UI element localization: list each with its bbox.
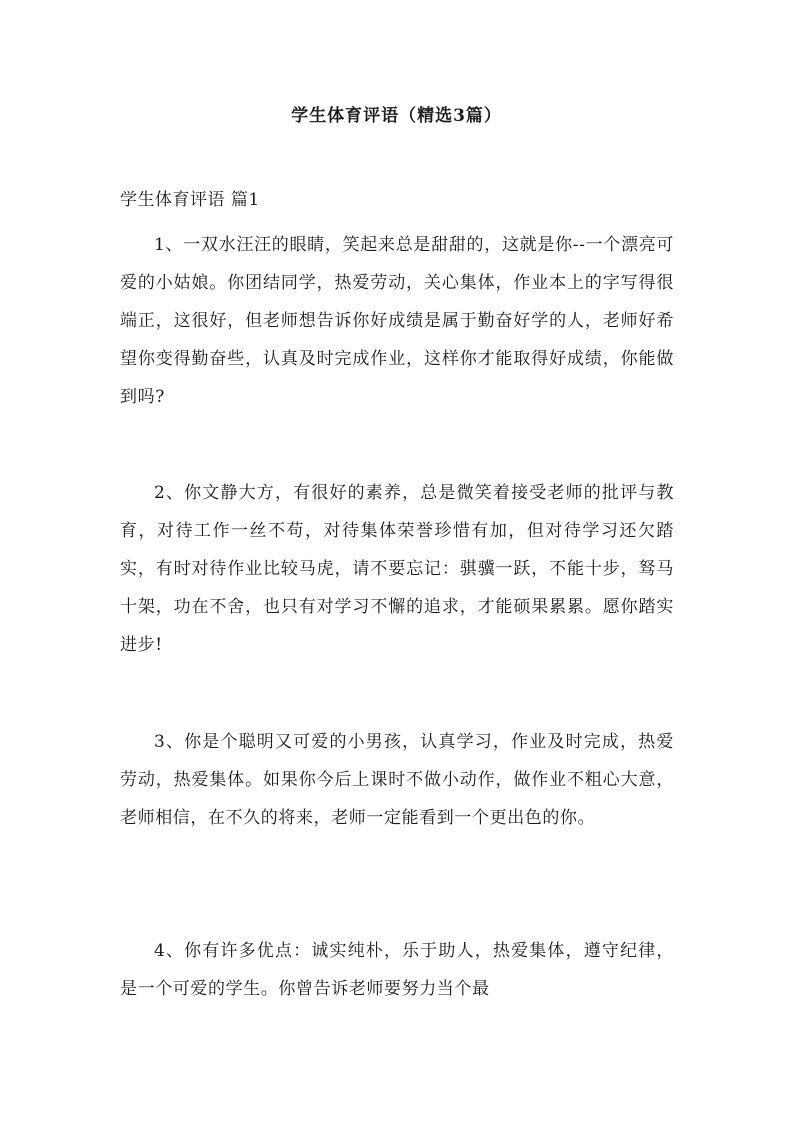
comment-paragraph-3: 3、你是个聪明又可爱的小男孩，认真学习，作业及时完成，热爱劳动，热爱集体。如果你今后上课时不做小动作，做作业不粗心大意，老师相信，在不久的将来，老师一定能看到一个更出色的你。 [120,732,674,828]
comment-paragraph-2: 2、你文静大方，有很好的素养，总是微笑着接受老师的批评与教育，对待工作一丝不苟，对待集体荣誉珍惜有加，但对待学习还欠踏实，有时对待作业比较马虎，请不要忘记：骐骥一跃，不能十步，驽马十架，功在不舍，也只有对学习不懈的追求，才能硕果累累。愿你踏实进步! [120,483,674,655]
comment-paragraph-1: 1、一双水汪汪的眼睛，笑起来总是甜甜的，这就是你--一个漂亮可爱的小姑娘。你团结同学，热爱劳动，关心集体，作业本上的字写得很端正，这很好，但老师想告诉你好成绩是属于勤奋好学的人，老师好希望你变得勤奋些，认真及时完成作业，这样你才能取得好成绩，你能做到吗? [120,235,674,407]
section-heading: 学生体育评语 篇1 [120,190,260,210]
comment-paragraph-4: 4、你有许多优点：诚实纯朴，乐于助人，热爱集体，遵守纪律，是一个可爱的学生。你曾告诉老师要努力当个最 [120,941,674,999]
document-title: 学生体育评语（精选3篇） [291,106,502,126]
